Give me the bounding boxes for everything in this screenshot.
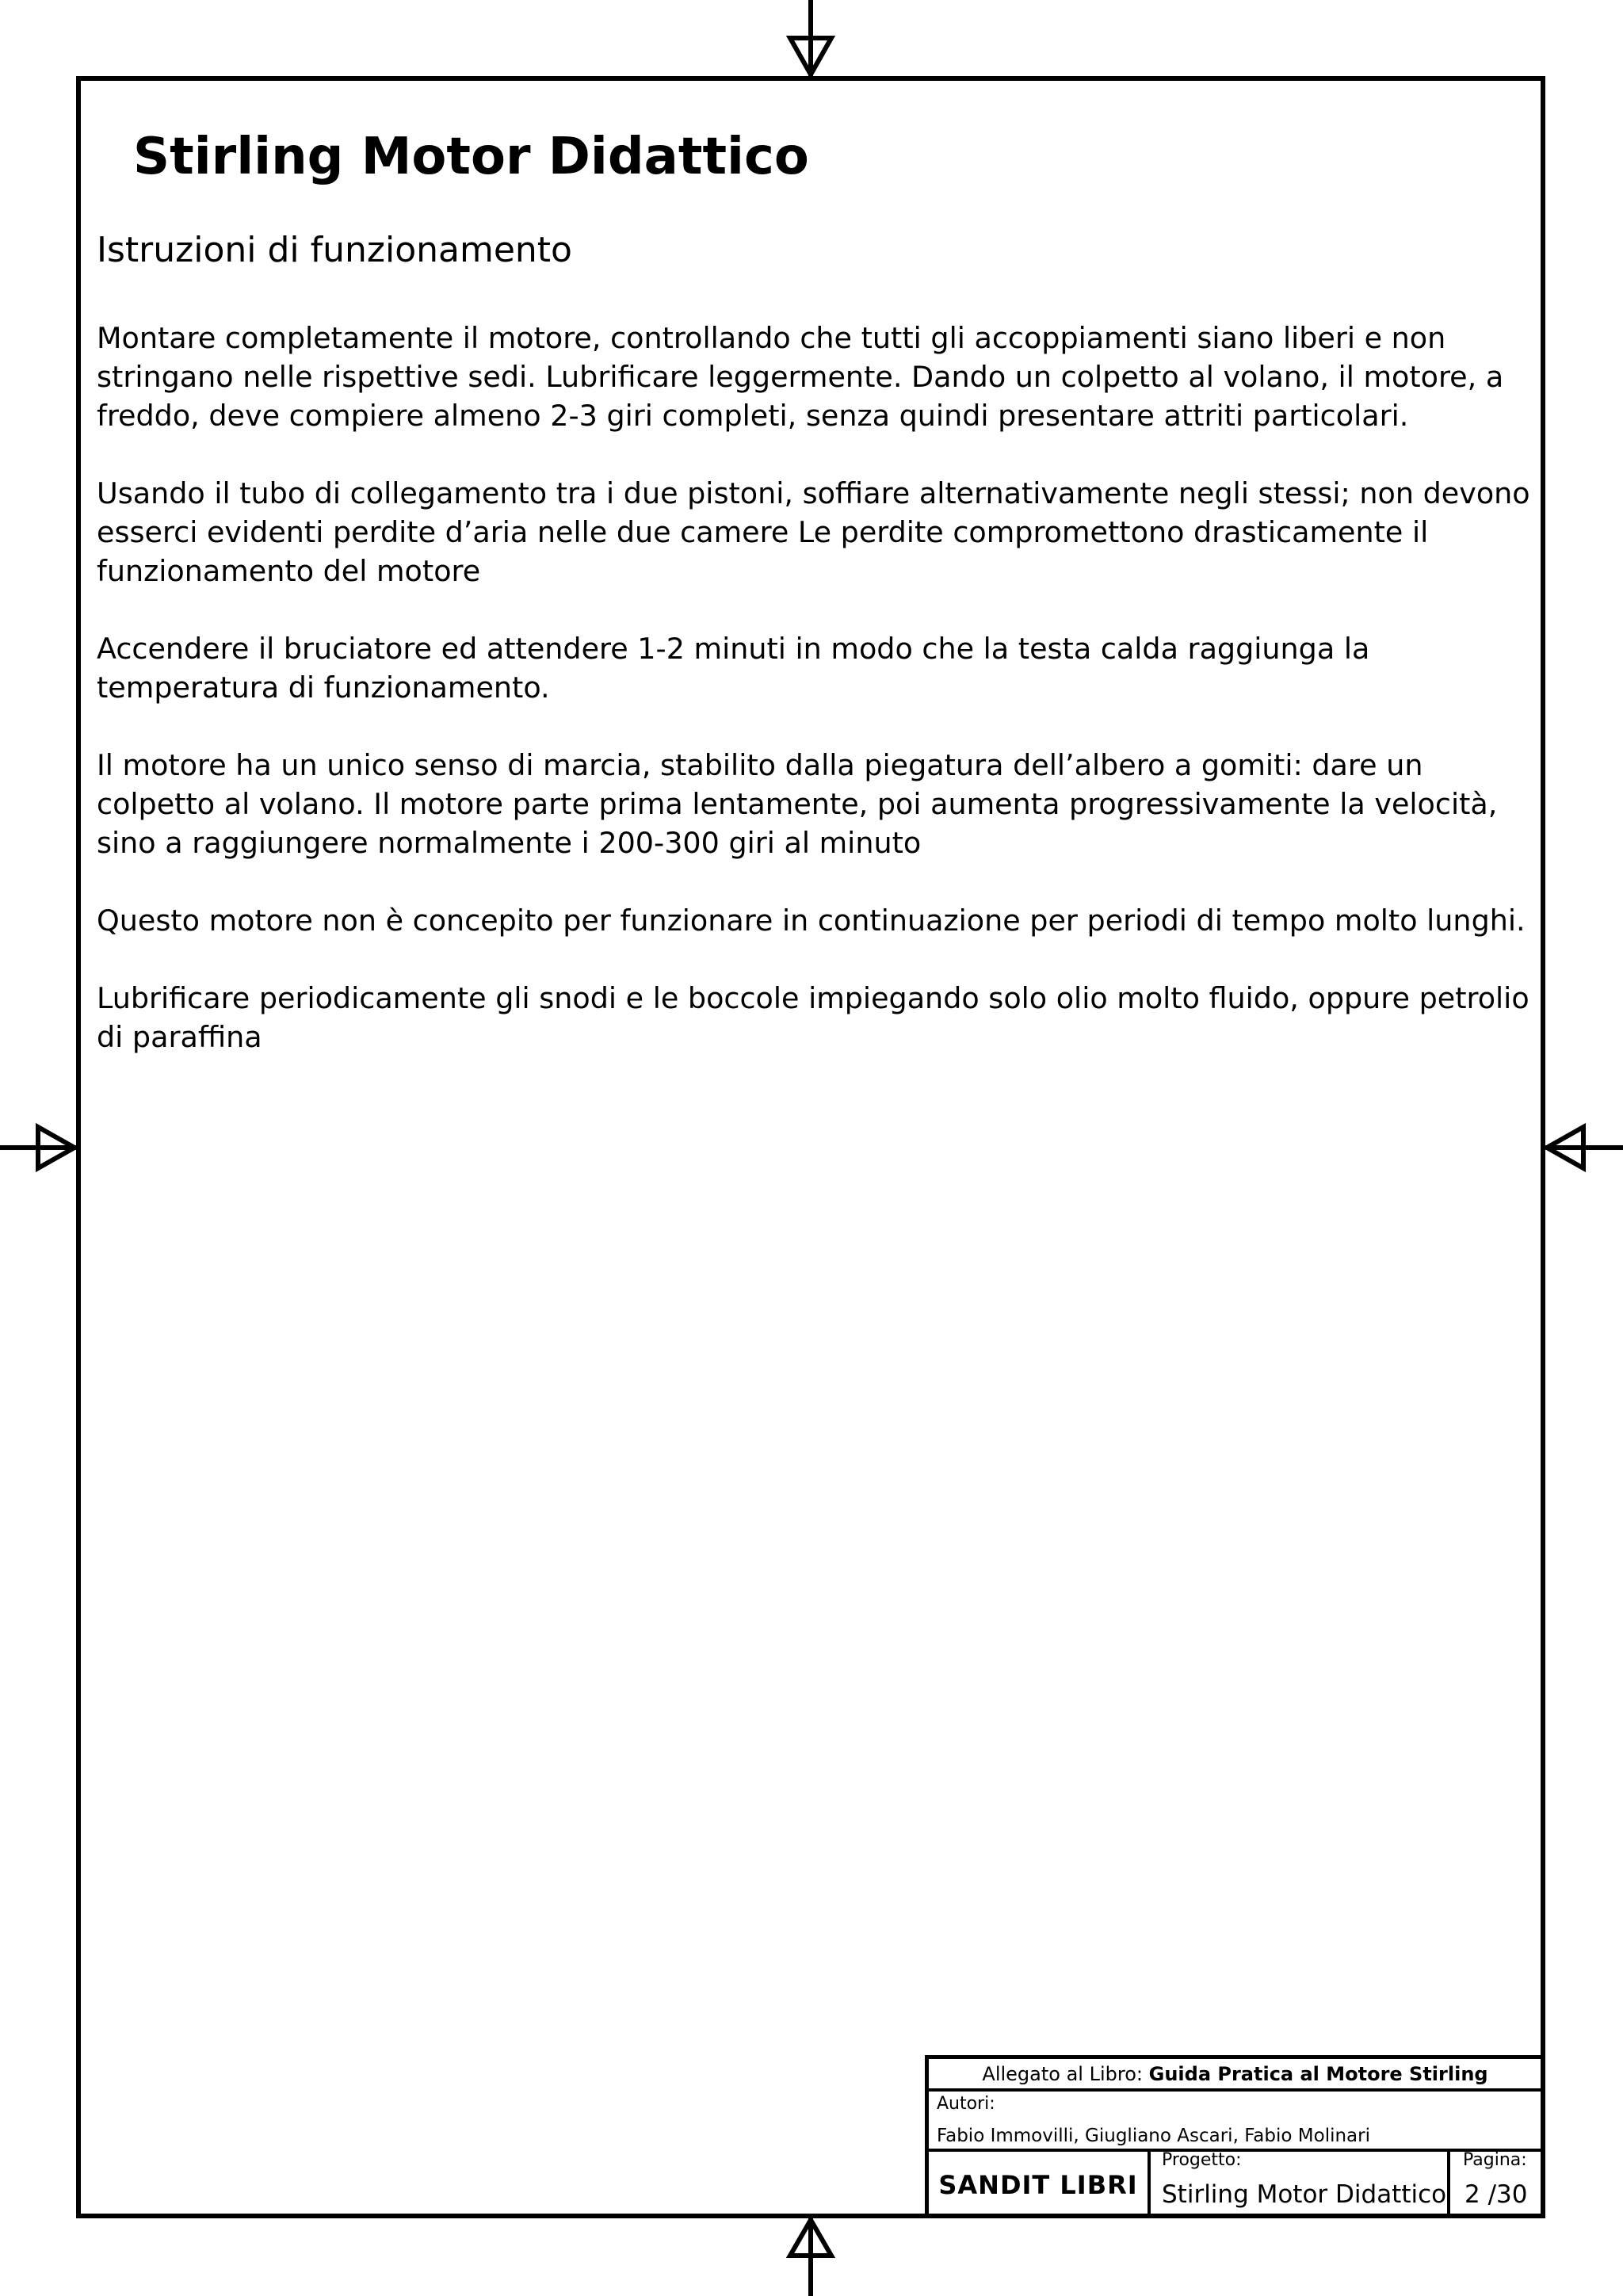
instruction-paragraph: Accendere il bruciatore ed attendere 1-2 minuti in modo che la testa calda raggiunga la temperatura di funzionamento.	[97, 632, 1370, 705]
instruction-paragraph: Lubrificare periodicamente gli snodi e le boccole impiegando solo olio molto fluido, oppure petrolio di paraffina	[97, 981, 1529, 1054]
title-block-authors-row	[929, 2092, 1541, 2152]
project-cell	[1151, 2152, 1450, 2218]
project-value: Stirling Motor Didattico	[1162, 2180, 1447, 2209]
page-cell	[1450, 2152, 1545, 2218]
page-number: 2 /30	[1465, 2180, 1528, 2209]
instruction-paragraph: Il motore ha un unico senso di marcia, stabilito dalla piegatura dell’albero a gomiti: dare un colpetto al volano. Il motore parte prima lentamente, poi aumenta progressivamente la velocità, sino a raggiungere normalmente i 200-300 giri al minuto	[97, 748, 1498, 860]
book-title: Guida Pratica al Motore Stirling	[1148, 2062, 1488, 2085]
page-label: Pagina:	[1463, 2150, 1527, 2170]
attachment-label: Allegato al Libro:	[982, 2062, 1143, 2085]
title-block-bottom-row	[929, 2152, 1541, 2218]
project-label: Progetto:	[1162, 2150, 1242, 2170]
title-block-attachment-row	[929, 2059, 1541, 2092]
instruction-paragraph: Questo motore non è concepito per funzionare in continuazione per periodi di tempo molto lunghi.	[97, 904, 1526, 938]
left-center-mark	[0, 1127, 76, 1168]
document-title: Stirling Motor Didattico	[133, 128, 809, 186]
instruction-paragraph: Montare completamente il motore, controllando che tutti gli accoppiamenti siano liberi e non stringano nelle rispettive sedi. Lubrificare leggermente. Dando un colpetto al volano, il motore, a freddo, deve compiere almeno 2-3 giri completi, senza quindi presentare attriti particolari.	[97, 321, 1504, 433]
authors-value: Fabio Immovilli, Giugliano Ascari, Fabio Molinari	[937, 2126, 1370, 2146]
right-center-mark	[1545, 1127, 1623, 1168]
instruction-paragraph: Usando il tubo di collegamento tra i due pistoni, soffiare alternativamente negli stessi; non devono esserci evidenti perdite d’aria nelle due camere Le perdite compromettono drasticamente il funzionamento del motore	[97, 476, 1530, 588]
bottom-center-mark	[790, 2218, 831, 2296]
title-block	[925, 2055, 1545, 2218]
top-center-mark	[790, 0, 831, 76]
publisher-name: SANDIT LIBRI	[929, 2152, 1151, 2218]
authors-label: Autori:	[937, 2094, 995, 2114]
section-subtitle: Istruzioni di funzionamento	[97, 230, 572, 270]
